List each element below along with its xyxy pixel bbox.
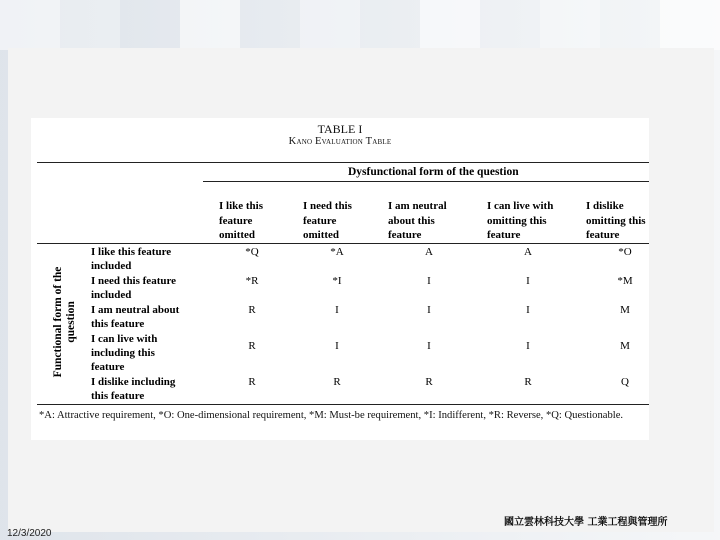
table-cell: *Q [245, 246, 259, 258]
column-header-line: omitting this [586, 214, 646, 227]
row-label-neutral [91, 303, 201, 331]
table-cell: R [248, 304, 256, 316]
dysfunctional-header: Dysfunctional form of the question [348, 166, 519, 178]
column-header-like [219, 199, 309, 243]
row-label-dislike [91, 375, 201, 403]
row-label-like [91, 245, 201, 273]
table-cell: I [427, 304, 431, 316]
column-header-line: I like this [219, 200, 264, 212]
institution-label: 國立雲林科技大學 工業工程與管理所 [504, 517, 668, 528]
column-header-line: feature [219, 214, 253, 227]
table-cell: A [524, 246, 532, 258]
table-cell: I [427, 340, 431, 352]
row-label-need [91, 274, 201, 302]
row-label-line: this feature [91, 318, 145, 330]
table-cell: *I [332, 275, 342, 287]
column-header-line: feature [388, 229, 422, 241]
row-label-line: I need this feature [91, 275, 177, 287]
bottom-rule [37, 404, 649, 405]
top-rule [37, 162, 649, 163]
column-header-line: omitted [219, 229, 256, 241]
column-header-line: feature [303, 214, 337, 227]
column-header-need [303, 199, 393, 243]
column-header-dislike [586, 199, 676, 243]
row-label-line: I like this feature [91, 246, 172, 258]
functional-header-line: question [65, 301, 77, 343]
row-label-line: this feature [91, 390, 145, 402]
table-cell: M [620, 340, 630, 352]
table-cell: I [526, 304, 530, 316]
column-header-line: I can live with [487, 200, 554, 212]
table-cell: R [248, 376, 256, 388]
table-caption-title-text: Kano Evaluation Table [288, 136, 392, 147]
functional-header-text [52, 267, 78, 378]
kano-evaluation-table [31, 118, 649, 440]
table-caption-title [31, 136, 649, 147]
column-header-line: I need this [303, 200, 352, 212]
header-rule [37, 243, 649, 244]
table-cell: R [333, 376, 341, 388]
table-cell: R [425, 376, 433, 388]
table-cell: A [425, 246, 433, 258]
table-cell: I [427, 275, 431, 287]
table-cell: I [526, 340, 530, 352]
row-label-line: feature [91, 361, 125, 373]
table-caption-number: TABLE I [317, 122, 363, 136]
row-label-line: I dislike including [91, 376, 176, 388]
column-header-line: omitting this [487, 214, 547, 227]
column-header-line: feature [487, 229, 521, 241]
functional-header [35, 262, 95, 382]
row-label-line: I am neutral about [91, 304, 180, 316]
table-cell: M [620, 304, 630, 316]
dysfunctional-rule [203, 181, 649, 182]
column-header-line: about this [388, 214, 435, 227]
table-cell: I [335, 304, 339, 316]
table-cell: I [335, 340, 339, 352]
table-cell: *O [618, 246, 632, 258]
column-header-line: omitted [303, 229, 340, 241]
table-cell: Q [621, 376, 629, 388]
column-header-neutral [388, 199, 478, 243]
table-cell: *R [245, 275, 259, 287]
row-label-line: included [91, 260, 132, 272]
table-cell: I [526, 275, 530, 287]
row-label-line: included [91, 289, 132, 301]
table-cell: R [248, 340, 256, 352]
slide-date: 12/3/2020 [7, 528, 52, 539]
table-cell: *A [330, 246, 344, 258]
row-label-live-with [91, 332, 201, 374]
column-header-line: feature [586, 229, 620, 241]
table-footnote: *A: Attractive requirement, *O: One-dimensional requirement, *M: Must-be requirement, *I: Indifferent, *R: Reverse, *Q: Questionable. [39, 410, 624, 421]
functional-header-line: Functional form of the [52, 266, 64, 378]
row-label-line: I can live with [91, 333, 158, 345]
table-cell: *M [617, 275, 633, 287]
column-header-line: I dislike [586, 200, 624, 212]
column-header-live-with [487, 199, 587, 243]
row-label-line: including this [91, 347, 155, 359]
table-cell: R [524, 376, 532, 388]
column-header-line: I am neutral [388, 200, 447, 212]
